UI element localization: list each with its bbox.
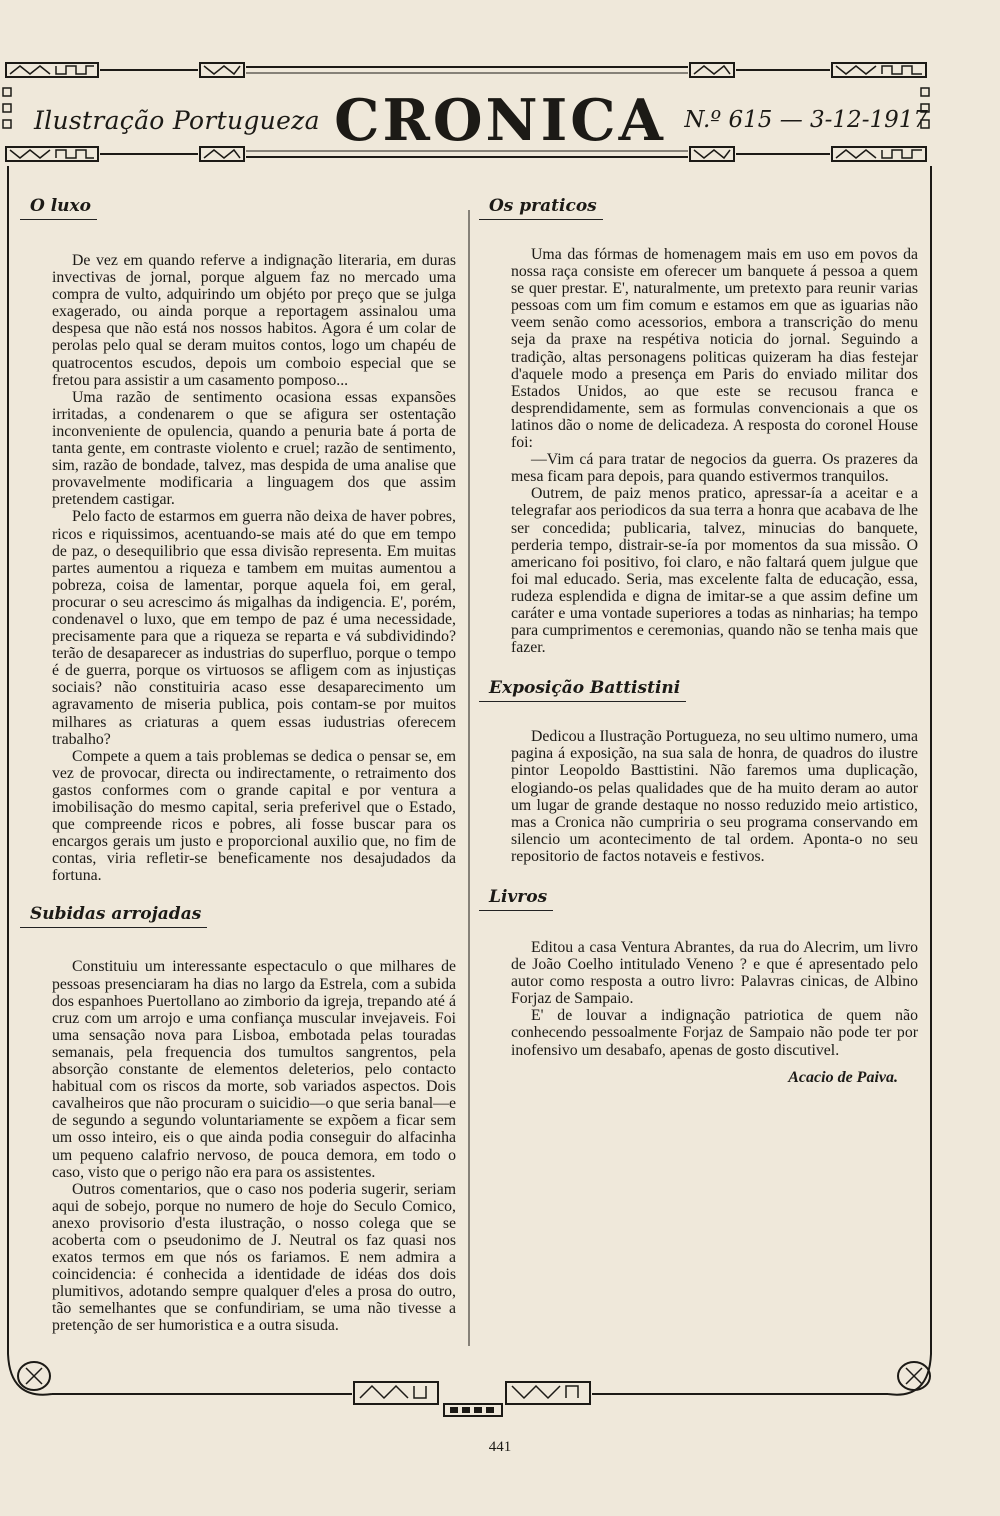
publication-name: Ilustração Portugueza — [34, 105, 320, 135]
page-number: 441 — [488, 1439, 512, 1455]
section-subidas-arrojadas — [20, 904, 460, 1334]
section-os-praticos — [479, 196, 922, 656]
right-column — [479, 196, 922, 1087]
author-signature: Acacio de Paiva. — [788, 1068, 898, 1086]
section-exposicao-battistini — [479, 678, 922, 865]
paragraph: De vez em quando referve a indignação literaria, em duras invectivas de jornal, porque alguem faz no mercado uma compra de vulto, adquirindo um objéto por preço que se julga exagerado, ou ainda porque a reportagem assinalou uma despesa que não está nos nossos habitos. Agora é um colar de perolas pelo qual se deram muitos contos, logo um chapéu de quatrocentos escudos, depois um comboio especial que se fretou para assistir a um casamento pomposo... — [52, 252, 456, 389]
paragraph: Editou a casa Ventura Abrantes, da rua do Alecrim, um livro de João Coelho intitulado Veneno ? e que é apresentado pelo autor como resposta a outro livro: Palavras cinicas, de Albino Forjaz de Sampaio. — [511, 939, 918, 1008]
section-livros — [479, 887, 922, 1087]
paragraph: Uma das fórmas de homenagem mais em uso em povos da nossa raça consiste em oferecer um banquete á pessoa a quem se quer prestar. E', naturalmente, um pretexto para reunir varias pessoas com um fim comum e estamos em que as iguarias não veem senão como acessorios, embora a transcrição do menu seja da praxe na respétiva noticia do jornal. Seguindo a tradição, altas personagens politicas quizeram ha dias festejar d'aquele modo a presença em Paris do enviado militar dos Estados Unidos, ao que este se recusou franca e desprendidamente, sem as formulas convencionais a que os latinos dão o nome de delicadeza. A resposta do coronel House foi: — [511, 246, 918, 452]
paragraph: Outrem, de paiz menos pratico, apressar-ía a aceitar e a telegrafar aos periodicos da sua terra a honra que acabava de lhe ser concedida; publicaria, talvez, minucias do banquete, perderia tempo, distrair-se-ía por momentos da sua missão. O americano foi positivo, foi claro, e não faltará quem julgue que foi mal educado. Seria, mas excelente falta de educação, essa, rudeza esplendida e digna de imitar-se a que assim define um caráter e uma vontade superiores a todas as ninharias; ha tempo para cumprimentos e ceremonias, quando não se tenha mais que fazer. — [511, 485, 918, 657]
paragraph: E' de louvar a indignação patriotica de quem não conhecendo pessoalmente Forjaz de Sampaio não pode ter por inofensivo um desabafo, apenas de gosto discutivel. — [511, 1007, 918, 1059]
section-o-luxo — [20, 196, 460, 884]
paragraph: Compete a quem a tais problemas se dedica o pensar se, em vez de provocar, directa ou indirectamente, o retraimento dos gastos conformes com o grande capital e por ventura a imobilisação do mesmo capital, seria preferivel que o Estado, que compreende ricos e pobres, ali fosse buscar para os encargos gerais um justo e proporcional auxilio que, no fim de contas, viria refletir-se beneficamente nos desajudados da fortuna. — [52, 747, 456, 885]
paragraph: Dedicou a Ilustração Portugueza, no seu ultimo numero, uma pagina á exposição, na sua sala de honra, de quadros do ilustre pintor Leopoldo Basttistini. Não faremos uma duplicação, elogiando-os pelas qualidades que de ha muito deram ao autor um lugar de grande destaque no nosso reduzido meio artistico, mas a Cronica não cumpriria o seu programa conservando em silencio um acontecimento de tal ordem. Aponta-o no seu repositorio de factos notaveis e festivos. — [511, 728, 918, 865]
page-title: CRONICA — [334, 86, 666, 154]
section-heading: Os praticos — [479, 196, 603, 220]
section-heading: O luxo — [20, 196, 97, 220]
section-heading: Livros — [479, 887, 553, 911]
paragraph: Uma razão de sentimento ocasiona essas expansões irritadas, a condenarem o que se afigura ser ostentação inconveniente de opulencia, quando a penuria bate á porta de tanta gente, em contraste violento e cruel; razão de sentimento, sim, razão de bondade, talvez, mas despida de uma analise que provavelmente modificaria a linguagem dos que assim pretendem castigar. — [52, 388, 456, 509]
section-heading: Exposição Battistini — [479, 678, 686, 702]
paragraph: Outros comentarios, que o caso nos poderia sugerir, seriam aqui de sobejo, porque no numero de hoje do Seculo Comico, anexo provisorio d'esta ilustração, o nosso colega que se acoberta com o pseudonimo de J. Neutral os faz quasi nos exatos termos em que nós os fariamos. E nem admira a coincidencia: é conhecida a identidade de idéas dos dois plumitivos, adotando sempre qualquer d'eles a prosa do outro, tão semelhantes que se confundiriam, se uma não tivesse a pretenção de ser humoristica e a outra sisuda. — [52, 1180, 456, 1335]
section-heading: Subidas arrojadas — [20, 904, 207, 928]
issue-date: N.º 615 — 3-12-1917 — [684, 107, 928, 133]
paragraph: Constituiu um interessante espectaculo o que milhares de pessoas presenciaram ha dias no largo da Estrela, com a subida dos espanhoes Puertollano ao zimborio da igreja, trepando até á cruz com um arrojo e uma confiança muscular invejaveis. Foi uma sensação nova para Lisboa, embotada pelas touradas semanais, pela frequencia dos tumultos sangrentos, pela absorção constante de elementos deleterios, pelo contacto habitual com os riscos da morte, sob variados aspectos. Dois cavalheiros que não procuram o suicidio—o que seria banal—e de segundo a segundo voluntariamente se expõem a ficar sem um osso inteiro, eis o que ainda podia conseguir do alfacinha um pequeno calafrio nervoso, de pouca demora, em todo o caso, visto que o perigo não era para os assistentes. — [52, 958, 456, 1181]
paragraph: Pelo facto de estarmos em guerra não deixa de haver pobres, ricos e riquissimos, acentuando-se mais até do que em tempo de paz, o desequilibrio que essa divisão representa. Em muitas partes aumentou a riqueza e tambem em muitas aumentou a pobreza, coisa de lamentar, porque aquela foi, em geral, procurar o seu acrescimo ás migalhas da indigencia. E', porém, condenavel o luxo, que em tempo de paz é uma necessidade, precisamente para que a riqueza se reparta e vá subdividindo? terão de desaparecer as industrias do superfluo, porque o tempo é de guerra, porque os virtuosos se afligem com as injustiças sociais? não constituiria acaso esse desaparecimento um agravamento de miseria publica, pois contam-se por muitos milhares as criaturas a quem essas iudustrias oferecem trabalho? — [52, 508, 456, 748]
paragraph: —Vim cá para tratar de negocios da guerra. Os prazeres da mesa ficam para depois, para quando estivermos tranquilos. — [511, 451, 918, 486]
left-column — [20, 196, 460, 1335]
